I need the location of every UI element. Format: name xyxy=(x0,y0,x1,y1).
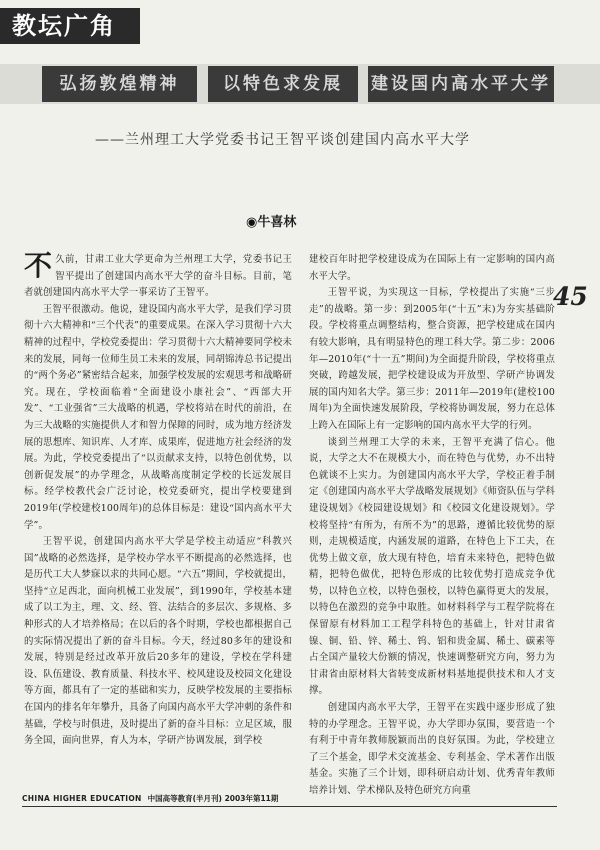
banner-segment-1: 弘扬敦煌精神 xyxy=(42,66,197,102)
paragraph: 谈到兰州理工大学的未来，王智平充满了信心。他说，大学之大不在规模大小，而在特色与优势，办不出特色就谈不上实力。为创建国内高水平大学，学校正着手制定《创建国内高水平大学战略发展规划》《师资队伍与学科建设规划》《校园建设规划》和《校园文化建设规划》。学校将坚持“有所为，有所不为”的思路，遵循比较优势的原则，走规模适度，内涵发展的道路，在特色上下工夫，在优势上做文章，放大现有特色，培育未来特色，把特色做精，把特色做优，把特色形成的比较优势打造成竞争优势，以特色立校，以特色强校，以特色赢得更大的发展，以特色在激烈的竞争中取胜。如材料科学与工程学院将在保留原有材料加工工程学科特色的基础上，针对甘肃省镍、铜、铅、锌、稀土、钨、铝和贵金属、稀土、碳素等占全国产量较大份额的情况，快速调整研究方向，努力为甘肃省由原材料大省转变成新材料基地提供技术和人才支撑。 xyxy=(309,436,555,697)
paragraph: 创建国内高水平大学，王智平在实践中逐步形成了独特的办学理念。王智平说，办大学即办氛围，要营造一个有利于中青年教师脱颖而出的良好氛围。为此，学校建立了三个基金，即学术交流基金、专利基金、学术著作出版基金。实施了三个计划，即科研启动计划、优秀青年教师培养计划、学术梯队及特色研究方向重 xyxy=(309,702,555,796)
article-subtitle: ——兰州理工大学党委书记王智平谈创建国内高水平大学 xyxy=(95,132,470,148)
journal-footer xyxy=(22,793,278,804)
page-number: 45 xyxy=(553,282,588,311)
section-header: 教坛广角 xyxy=(0,8,140,44)
right-column xyxy=(309,252,555,800)
title-banner xyxy=(0,64,600,104)
footer-divider xyxy=(22,806,557,807)
paragraph: 王智平说，创建国内高水平大学是学校主动适应“科教兴国”战略的必然选择，是学校办学水平不断提高的必然选择，也是历代工大人梦寐以求的共同心愿。“六五”期间，学校就提出，坚持“立足西北，面向机械工业发展”，到1990年，学校基本建成了以工为主，理、文、经、管、法结合的多层次、多规格、多种形式的人才培养格局；在以后的各个时期，学校也都根据自己的实际情况提出了新的奋斗目标。今天，经过80多年的建设和发展，特别是经过改革开放后20多年的建设，学校在学科建设、队伍建设、教育质量、科技水平、校风建设及校园文化建设等方面，都具有了一定的基础和实力，反映学校发展的主要指标在国内的排名年年攀升，具备了向国内高水平大学冲刺的条件和基础，学校与时俱进，及时提出了新的奋斗目标：立足区域，服务全国，面向世界，育人为本，学研产协调发展，到学校 xyxy=(24,536,292,747)
banner-segment-3: 建设国内高水平大学 xyxy=(368,66,554,102)
journal-name-en: CHINA HIGHER EDUCATION xyxy=(22,794,142,803)
journal-name-cn: 中国高等教育(半月刊) 2003年第11期 xyxy=(147,794,279,803)
paragraph: 王智平很激动。他说，建设国内高水平大学，是我们学习贯彻十六大精神和“三个代表”的重要成果。在深入学习贯彻十六大精神的过程中，学校党委提出：学习贯彻十六大精神要同学校未来的发展，同每一位师生员工未来的发展，同胡锦涛总书记提出的“两个务必”紧密结合起来，加强学校发展的宏观思考和战略研究。现在，学校面临着“全面建设小康社会”、“西部大开发”、“工业强省”三大战略的机遇，学校将站在时代的前沿，在为三大战略的实施提供人才和智力保障的同时，成为地方经济发展的思想库、知识库、人才库、成果库，促进地方社会经济的发展。为此，学校党委提出了“以贡献求支持，以特色创优势，以创新促发展”的办学理念，从战略高度制定学校的长远发展目标。经学校教代会广泛讨论，校党委研究，提出学校要建到2019年(学校建校100周年)的总体目标是：建设“国内高水平大学”。 xyxy=(24,303,292,531)
left-column xyxy=(24,249,292,750)
author-bullet-icon: ◉ xyxy=(246,215,258,230)
drop-cap: 不 xyxy=(24,249,53,282)
paragraph: 建校百年时把学校建设成为在国际上有一定影响的国内高水平大学。 xyxy=(309,254,555,282)
author-name: 牛喜林 xyxy=(257,215,297,230)
paragraph xyxy=(24,249,292,302)
paragraph: 王智平说，为实现这一目标，学校提出了实施“三步走”的战略。第一步：到2005年(“十五”末)为夯实基础阶段。学校将重点调整结构，整合资源，把学校建成在国内有较大影响，具有明显特色的理工科大学。第二步：2006年—2010年(“十一五”期间)为全面提升阶段，学校将重点突破，跨越发展，把学校建设成为开放型、学研产协调发展的国内知名大学。第三步：2011年—2019年(建校100周年)为全面快速发展阶段，学校将协调发展，努力在总体上跨入在国际上有一定影响的国内高水平大学的行列。 xyxy=(309,287,555,431)
banner-segment-2: 以特色求发展 xyxy=(208,66,358,102)
article-author xyxy=(246,211,296,230)
paragraph-text: 久前，甘肃工业大学更命为兰州理工大学，党委书记王智平提出了创建国内高水平大学的奋斗目标。目前，笔者就创建国内高水平大学一事采访了王智平。 xyxy=(24,254,292,299)
